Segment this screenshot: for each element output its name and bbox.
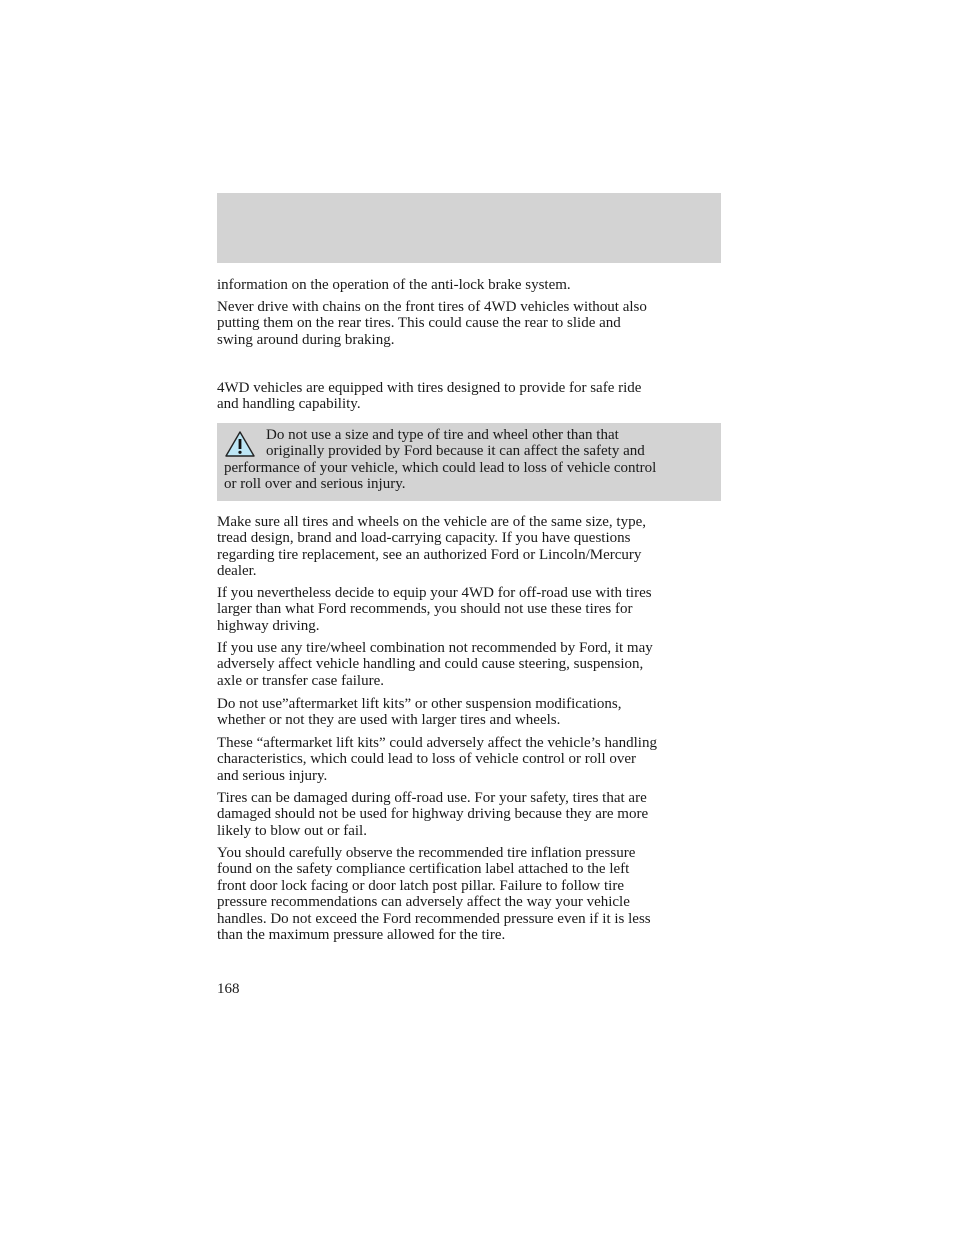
text-line: You should carefully observe the recommended tire inflation pressure — [217, 845, 636, 861]
paragraph — [217, 790, 727, 839]
warning-text — [224, 427, 656, 493]
text-line: and handling capability. — [217, 396, 361, 413]
text-line: Never drive with chains on the front tires of 4WD vehicles without also — [217, 299, 647, 315]
warning-line: Do not use a size and type of tire and wheel other than that — [266, 427, 619, 443]
warning-line: or roll over and serious injury. — [224, 476, 406, 493]
text-line: front door lock facing or door latch post pillar. Failure to follow tire — [217, 877, 624, 894]
text-line: highway driving. — [217, 617, 320, 634]
warning-line: performance of your vehicle, which could lead to loss of vehicle control — [224, 459, 657, 476]
text-line: These “aftermarket lift kits” could adversely affect the vehicle’s handling — [217, 735, 657, 751]
text-line: larger than what Ford recommends, you should not use these tires for — [217, 601, 633, 618]
text-line: Tires can be damaged during off-road use. For your safety, tires that are — [217, 790, 647, 806]
page-number: 168 — [217, 981, 240, 997]
paragraph — [217, 380, 727, 413]
paragraph — [217, 277, 727, 293]
text-line: If you nevertheless decide to equip your 4WD for off-road use with tires — [217, 585, 652, 601]
paragraph — [217, 299, 727, 348]
text-line: and serious injury. — [217, 767, 328, 784]
text-line: information on the operation of the anti-lock brake system. — [217, 277, 571, 293]
paragraph — [217, 640, 727, 689]
paragraph — [217, 514, 727, 580]
text-line: axle or transfer case failure. — [217, 672, 384, 689]
paragraph — [217, 585, 727, 634]
text-line: 4WD vehicles are equipped with tires designed to provide for safe ride — [217, 380, 642, 396]
text-line: whether or not they are used with larger tires and wheels. — [217, 712, 561, 729]
text-line: If you use any tire/wheel combination not recommended by Ford, it may — [217, 640, 653, 656]
section-header-band — [217, 193, 721, 263]
text-line: Do not use”aftermarket lift kits” or other suspension modifications, — [217, 696, 622, 712]
warning-line: originally provided by Ford because it can affect the safety and — [266, 443, 645, 460]
warning-box — [217, 423, 721, 501]
text-line: putting them on the rear tires. This could cause the rear to slide and — [217, 315, 621, 332]
text-line: swing around during braking. — [217, 331, 395, 348]
text-line: dealer. — [217, 563, 257, 580]
text-line: Make sure all tires and wheels on the vehicle are of the same size, type, — [217, 514, 647, 530]
text-line: damaged should not be used for highway driving because they are more — [217, 806, 649, 823]
text-line: pressure recommendations can adversely affect the way your vehicle — [217, 894, 630, 911]
text-line: than the maximum pressure allowed for the tire. — [217, 927, 506, 944]
paragraph — [217, 696, 727, 729]
text-line: tread design, brand and load-carrying capacity. If you have questions — [217, 530, 631, 547]
text-line: handles. Do not exceed the Ford recommended pressure even if it is less — [217, 910, 651, 927]
paragraph — [217, 845, 727, 943]
text-line: characteristics, which could lead to loss of vehicle control or roll over — [217, 751, 637, 768]
text-line: adversely affect vehicle handling and could cause steering, suspension, — [217, 656, 644, 673]
text-line: likely to blow out or fail. — [217, 822, 367, 839]
text-line: found on the safety compliance certification label attached to the left — [217, 861, 630, 878]
paragraph — [217, 735, 727, 784]
text-line: regarding tire replacement, see an authorized Ford or Lincoln/Mercury — [217, 546, 642, 563]
